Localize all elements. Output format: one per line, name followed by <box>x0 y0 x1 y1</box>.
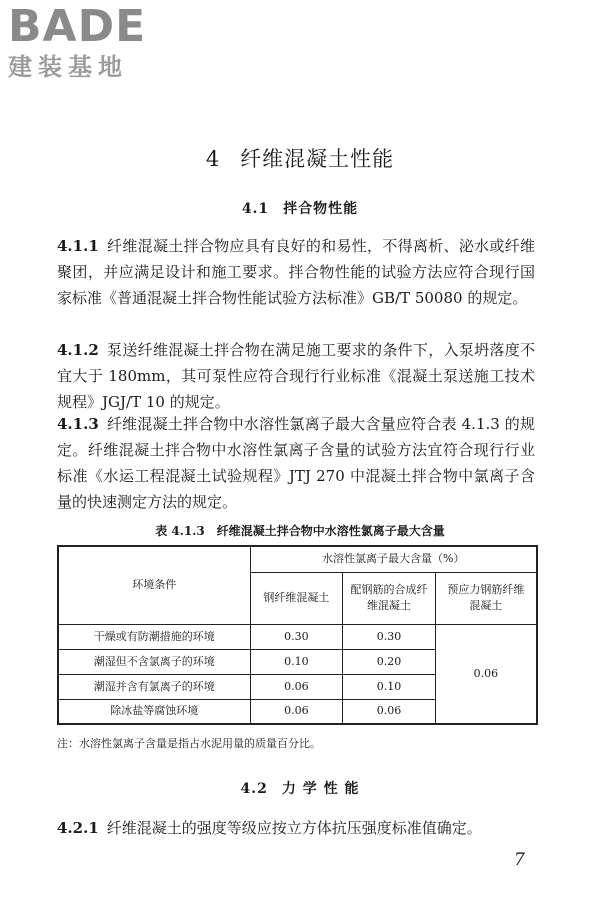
chloride-table <box>57 545 538 725</box>
page-number: 7 <box>514 850 525 870</box>
clause-number: 4.1.3 <box>57 415 99 433</box>
section-number: 4.1 <box>241 201 270 217</box>
cell-synthetic: 0.10 <box>343 674 436 699</box>
cell-synthetic: 0.30 <box>343 624 436 649</box>
chapter-number: 4 <box>205 147 221 171</box>
logo-subtitle: 建装基地 <box>8 53 128 81</box>
section-title-text: 拌合物性能 <box>283 201 359 217</box>
section-title-4-1 <box>0 199 600 219</box>
header-environment: 环境条件 <box>58 546 250 624</box>
header-chloride-content: 水溶性氯离子最大含量（%） <box>250 546 537 572</box>
header-synthetic-fiber: 配钢筋的合成纤维混凝土 <box>343 572 436 624</box>
clause-number: 4.1.1 <box>57 237 99 255</box>
logo-brand: BADE <box>8 1 147 52</box>
header-steel-fiber: 钢纤维混凝土 <box>250 572 343 624</box>
clause-4-2-1 <box>57 815 535 841</box>
cell-steel: 0.06 <box>250 699 343 724</box>
clause-number: 4.2.1 <box>57 819 99 837</box>
chapter-title-text: 纤维混凝土性能 <box>240 147 395 171</box>
cell-synthetic: 0.06 <box>343 699 436 724</box>
section-title-text: 力 学 性 能 <box>281 781 360 797</box>
section-number: 4.2 <box>240 781 268 797</box>
cell-env: 除冰盐等腐蚀环境 <box>58 699 250 724</box>
clause-number: 4.1.2 <box>57 341 99 359</box>
cell-steel: 0.06 <box>250 674 343 699</box>
chapter-title <box>0 145 600 173</box>
clause-text: 纤维混凝土拌合物中水溶性氯离子最大含量应符合表 4.1.3 的规定。纤维混凝土拌合物中水溶性氯离子含量的试验方法宜符合现行行业标准《水运工程混凝土试验规程》JTJ 270 中混凝土拌合物中氯离子含量的快速测定方法的规定。 <box>57 415 535 511</box>
clause-4-1-3 <box>57 411 535 515</box>
cell-steel: 0.30 <box>250 624 343 649</box>
table-caption: 表 4.1.3 纤维混凝土拌合物中水溶性氯离子最大含量 <box>155 524 445 538</box>
clause-4-1-2 <box>57 337 535 415</box>
clause-text: 纤维混凝土的强度等级应按立方体抗压强度标准值确定。 <box>106 819 482 837</box>
section-title-4-2 <box>0 779 600 799</box>
publisher-logo <box>8 1 208 82</box>
header-prestressed: 预应力钢筋纤维混凝土 <box>435 572 537 624</box>
cell-env: 潮湿并含有氯离子的环境 <box>58 674 250 699</box>
cell-env: 潮湿但不含氯离子的环境 <box>58 649 250 674</box>
cell-env: 干燥或有防潮措施的环境 <box>58 624 250 649</box>
cell-synthetic: 0.20 <box>343 649 436 674</box>
table-row <box>58 624 537 649</box>
cell-prestressed: 0.06 <box>435 624 537 724</box>
cell-steel: 0.10 <box>250 649 343 674</box>
table-note: 注：水溶性氯离子含量是指占水泥用量的质量百分比。 <box>57 737 321 750</box>
clause-text: 泵送纤维混凝土拌合物在满足施工要求的条件下，入泵坍落度不宜大于 180mm，其可泵性应符合现行行业标准《混凝土泵送施工技术规程》JGJ/T 10 的规定。 <box>57 341 535 411</box>
clause-text: 纤维混凝土拌合物应具有良好的和易性，不得离析、泌水或纤维聚团，并应满足设计和施工要求。拌合物性能的试验方法应符合现行国家标准《普通混凝土拌合物性能试验方法标准》GB/T 50080 的规定。 <box>57 237 535 307</box>
clause-4-1-1 <box>57 233 535 311</box>
